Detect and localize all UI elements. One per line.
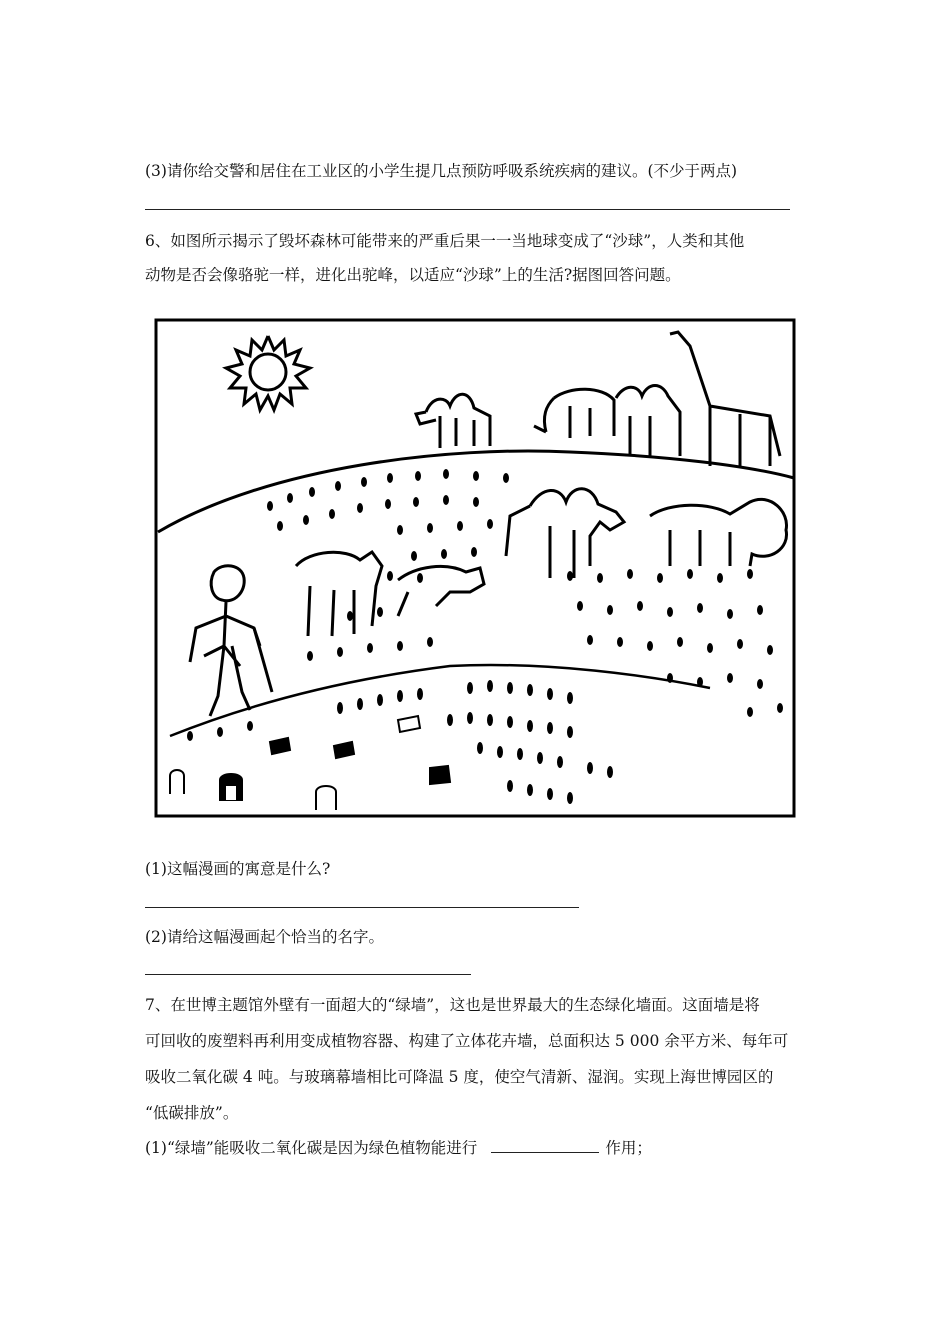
answer-line-q6-2[interactable] (145, 974, 471, 975)
sun-drawing (226, 336, 310, 410)
q7-part1-row (145, 1138, 652, 1158)
q6-part1-text: (1)这幅漫画的寓意是什么? (145, 860, 331, 878)
answer-line-q6-1[interactable] (145, 907, 579, 908)
q7-stem-line2: 可回收的废塑料再利用变成植物容器、构建了立体花卉墙，总面积达 5 000 余平方米、每年可 (145, 1032, 789, 1050)
house-drawings (170, 716, 450, 810)
q6-stem-line1: 6、如图所示揭示了毁坏森林可能带来的严重后果一一当地球变成了“沙球”，人类和其他 (145, 232, 745, 250)
hilltop-line (158, 451, 794, 532)
q7-stem-line1: 7、在世博主题馆外壁有一面超大的“绿墙”，这也是世界最大的生态绿化墙面。这面墙是将 (145, 996, 760, 1014)
q6-part2-text: (2)请给这幅漫画起个恰当的名字。 (145, 928, 384, 946)
cartoon-illustration (150, 316, 800, 824)
q5-part3-text: (3)请你给交警和居住在工业区的小学生提几点预防呼吸系统疾病的建议。(不少于两点) (145, 162, 738, 180)
q7-part1-text: (1)“绿墙”能吸收二氧化碳是因为绿色植物能进行 (145, 1139, 478, 1157)
q7-part1-suffix: 作用； (605, 1139, 652, 1157)
answer-line-q5-3[interactable] (145, 209, 790, 210)
answer-blank-q7-1[interactable] (491, 1138, 599, 1153)
q7-stem-line3: 吸收二氧化碳 4 吨。与玻璃幕墙相比可降温 5 度，使空气清新、湿润。实现上海世博园区的 (145, 1068, 774, 1086)
q6-stem-line2: 动物是否会像骆驼一样，进化出驼峰，以适应“沙球”上的生活?据图回答问题。 (145, 266, 681, 284)
q7-stem-line4: “低碳排放”。 (145, 1104, 239, 1122)
